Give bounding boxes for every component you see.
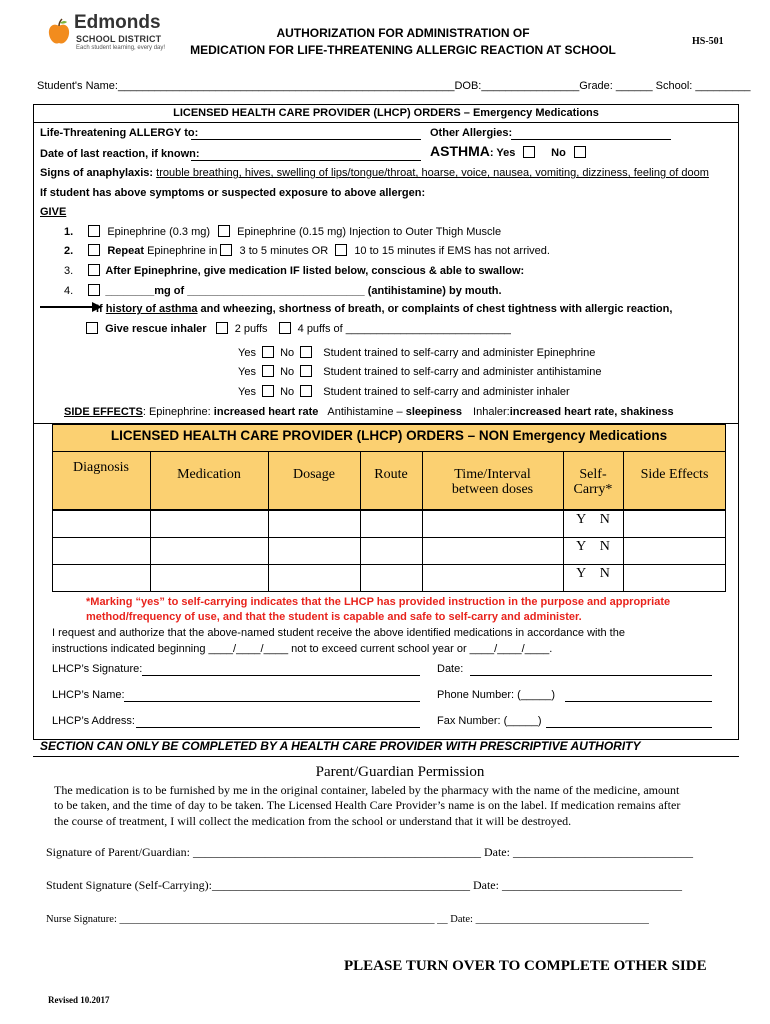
logo-sub: SCHOOL DISTRICT (76, 34, 162, 44)
request-text-2[interactable]: instructions indicated beginning ____/____/____ not to exceed current school year or ____/____/____. (52, 643, 553, 655)
inhaler-label: Give rescue inhaler (105, 323, 207, 335)
emergency-heading: LICENSED HEALTH CARE PROVIDER (LHCP) ORDERS – Emergency Medications (173, 107, 599, 119)
non-emergency-heading: LICENSED HEALTH CARE PROVIDER (LHCP) ORDERS – NON Emergency Medications (110, 428, 668, 443)
asthma-instruction (96, 303, 672, 315)
side-epi-value: increased heart rate (213, 406, 319, 418)
self-carry-inh-text: Student trained to self-carry and administer inhaler (323, 386, 570, 398)
self-carry-row-epi (238, 346, 595, 359)
self-carry-epi-yes-checkbox[interactable] (262, 346, 274, 358)
allergy-field[interactable] (191, 139, 421, 140)
parent-heading: Parent/Guardian Permission (315, 764, 485, 780)
form-title-2: MEDICATION FOR LIFE-THREATENING ALLERGIC REACTION AT SCHOOL (190, 43, 616, 57)
step-1 (64, 225, 501, 238)
revised-date: Revised 10.2017 (48, 995, 110, 1005)
other-allergies-field[interactable] (511, 139, 671, 140)
step-2-number: 2. (64, 245, 74, 257)
col-selfcarry-line2: Carry* (573, 482, 613, 497)
if-text: If (96, 303, 103, 315)
section-note: SECTION CAN ONLY BE COMPLETED BY A HEALTH CARE PROVIDER WITH PRESCRIPTIVE AUTHORITY (40, 739, 641, 753)
asthma-yes-checkbox[interactable] (523, 146, 535, 158)
lhcp-name-field[interactable] (124, 701, 420, 702)
col-dosage: Dosage (293, 467, 335, 482)
inhaler-row (86, 322, 511, 335)
min-10-15-label: 10 to 15 minutes if EMS has not arrived. (354, 245, 550, 257)
step-1-number: 1. (64, 226, 74, 238)
asthma-no-checkbox[interactable] (574, 146, 586, 158)
side-inh-label: Inhaler: (473, 406, 510, 418)
last-reaction-label: Date of last reaction, if known: (40, 148, 200, 160)
if-student-text: If student has above symptoms or suspected exposure to above allergen: (40, 187, 426, 199)
give-label: GIVE (40, 206, 67, 218)
parent-text-2: to be taken, and the time of day to be taken. The Licensed Health Care Provider’s name is on the label. If medication remains after (54, 798, 681, 812)
signs-label: Signs of anaphylaxis: (40, 167, 154, 179)
student-info-line[interactable]: Student's Name:_______________________________________________________DOB:________________Grade: ______ School: _________ (37, 80, 751, 92)
side-epi-label: : Epinephrine: (142, 406, 211, 418)
step-3-number: 3. (64, 265, 74, 277)
yes-label: Yes (238, 347, 256, 359)
history-asthma-text: history of asthma (105, 303, 198, 315)
lhcp-date-field[interactable] (470, 675, 712, 676)
asthma-no-label: No (551, 147, 566, 159)
min-10-15-checkbox[interactable] (335, 244, 347, 256)
signs-text: trouble breathing, hives, swelling of lips/tongue/throat, hoarse, voice, nausea, vomiting, dizziness, feeling of doom (156, 167, 709, 179)
row-3-selfcarry[interactable]: Y N (576, 566, 610, 581)
puffs-2-label: 2 puffs (234, 323, 268, 335)
col-medication: Medication (177, 467, 241, 482)
after-epi-label: After Epinephrine, give medication IF listed below, conscious & able to swallow: (105, 265, 525, 277)
repeat-in-label: Epinephrine in (147, 245, 218, 257)
step-2 (64, 244, 550, 257)
step-3 (64, 264, 524, 277)
self-carry-anti-text: Student trained to self-carry and administer antihistamine (323, 366, 602, 378)
self-carry-anti-no-checkbox[interactable] (300, 365, 312, 377)
lhcp-signature-label: LHCP’s Signature: (52, 663, 143, 675)
medication-table (52, 510, 726, 592)
no-label: No (280, 386, 295, 398)
lhcp-name-label: LHCP’s Name: (52, 689, 125, 701)
other-allergies-label: Other Allergies: (430, 127, 513, 139)
turn-over-text: PLEASE TURN OVER TO COMPLETE OTHER SIDE (344, 958, 707, 974)
antihistamine-label: ________mg of _____________________________ (antihistamine) by mouth. (105, 285, 502, 297)
self-carry-row-inhaler (238, 385, 570, 398)
repeat-checkbox[interactable] (88, 244, 100, 256)
col-route: Route (374, 467, 408, 482)
form-title-1: AUTHORIZATION FOR ADMINISTRATION OF (276, 26, 530, 40)
side-effects-label: SIDE EFFECTS (64, 406, 143, 418)
phone-field[interactable] (565, 701, 712, 702)
parent-signature-line[interactable]: Signature of Parent/Guardian: ________________________________________________ Date: ______________________________ (46, 845, 693, 859)
signs-row (40, 167, 709, 179)
arrow-icon (40, 301, 102, 313)
yes-label: Yes (238, 386, 256, 398)
nurse-signature-line[interactable]: Nurse Signature: ____________________________________________________________ __ Date: _________________________________ (46, 914, 649, 925)
fax-label: Fax Number: (_____) (437, 715, 542, 727)
lhcp-date-label: Date: (437, 663, 464, 675)
row-1-selfcarry[interactable]: Y N (576, 512, 610, 527)
col-diagnosis: Diagnosis (73, 460, 129, 475)
puffs-4-label: 4 puffs of ___________________________ (297, 323, 511, 335)
col-time-line1: Time/Interval (454, 467, 531, 482)
side-inh-value: increased heart rate, shakiness (509, 406, 674, 418)
no-label: No (280, 366, 295, 378)
epi-03-label: Epinephrine (0.3 mg) (107, 226, 211, 238)
col-selfcarry-line1: Self- (579, 467, 607, 482)
lhcp-address-label: LHCP’s Address: (52, 715, 135, 727)
step-4-number: 4. (64, 285, 74, 297)
asthma-yes-label: : Yes (489, 147, 516, 159)
self-carry-epi-text: Student trained to self-carry and administer Epinephrine (323, 347, 596, 359)
lhcp-signature-field[interactable] (142, 675, 420, 676)
yes-label: Yes (238, 366, 256, 378)
min-3-5-checkbox[interactable] (220, 244, 232, 256)
self-carry-epi-no-checkbox[interactable] (300, 346, 312, 358)
logo-name: Edmonds (74, 12, 161, 33)
student-signature-line[interactable]: Student Signature (Self-Carrying):___________________________________________ Date: ______________________________ (46, 878, 682, 892)
self-carry-row-anti (238, 365, 601, 378)
request-text-1: I request and authorize that the above-named student receive the above identified medications in accordance with the (52, 627, 625, 639)
asthma-row (430, 143, 586, 159)
col-time-line2: between doses (451, 482, 534, 497)
min-3-5-label: 3 to 5 minutes OR (239, 245, 329, 257)
col-side-effects: Side Effects (640, 467, 709, 482)
puffs-2-checkbox[interactable] (216, 322, 228, 334)
self-carry-note-1: *Marking “yes” to self-carrying indicates that the LHCP has provided instruction in the purpose and appropriate (86, 596, 671, 608)
epi-015-label: Epinephrine (0.15 mg) Injection to Outer Thigh Muscle (237, 226, 502, 238)
logo-tagline: Each student learning, every day! (76, 45, 166, 51)
phone-label: Phone Number: (_____) (437, 689, 556, 701)
last-reaction-field[interactable] (191, 160, 421, 161)
form-number: HS-501 (692, 36, 724, 47)
self-carry-inh-no-checkbox[interactable] (300, 385, 312, 397)
self-carry-note-2: method/frequency of use, and that the student is capable and safe to self-carry and administer. (86, 611, 582, 623)
side-anti-label: Antihistamine – (327, 406, 403, 418)
row-2-selfcarry[interactable]: Y N (576, 539, 610, 554)
after-epi-checkbox[interactable] (88, 264, 100, 276)
self-carry-inh-yes-checkbox[interactable] (262, 385, 274, 397)
allergy-label: Life-Threatening ALLERGY to: (40, 127, 199, 139)
wheezing-text: and wheezing, shortness of breath, or complaints of chest tightness with allergic reaction, (200, 303, 673, 315)
side-anti-value: sleepiness (405, 406, 462, 418)
side-effects-row (64, 406, 674, 418)
repeat-label: Repeat (107, 245, 144, 257)
lhcp-address-field[interactable] (136, 727, 420, 728)
epi-015-checkbox[interactable] (218, 225, 230, 237)
step-4 (64, 284, 502, 297)
epi-03-checkbox[interactable] (88, 225, 100, 237)
fax-field[interactable] (546, 727, 712, 728)
inhaler-checkbox[interactable] (86, 322, 98, 334)
parent-text-1: The medication is to be furnished by me in the original container, labeled by the pharmacy with the name of the medicine, amount (54, 783, 680, 797)
antihistamine-checkbox[interactable] (88, 284, 100, 296)
puffs-4-checkbox[interactable] (279, 322, 291, 334)
parent-text-3: the course of treatment, I will collect the medication from the school or understand that it will be destroyed. (54, 814, 572, 828)
no-label: No (280, 347, 295, 359)
self-carry-anti-yes-checkbox[interactable] (262, 365, 274, 377)
asthma-label: ASTHMA (430, 143, 490, 159)
